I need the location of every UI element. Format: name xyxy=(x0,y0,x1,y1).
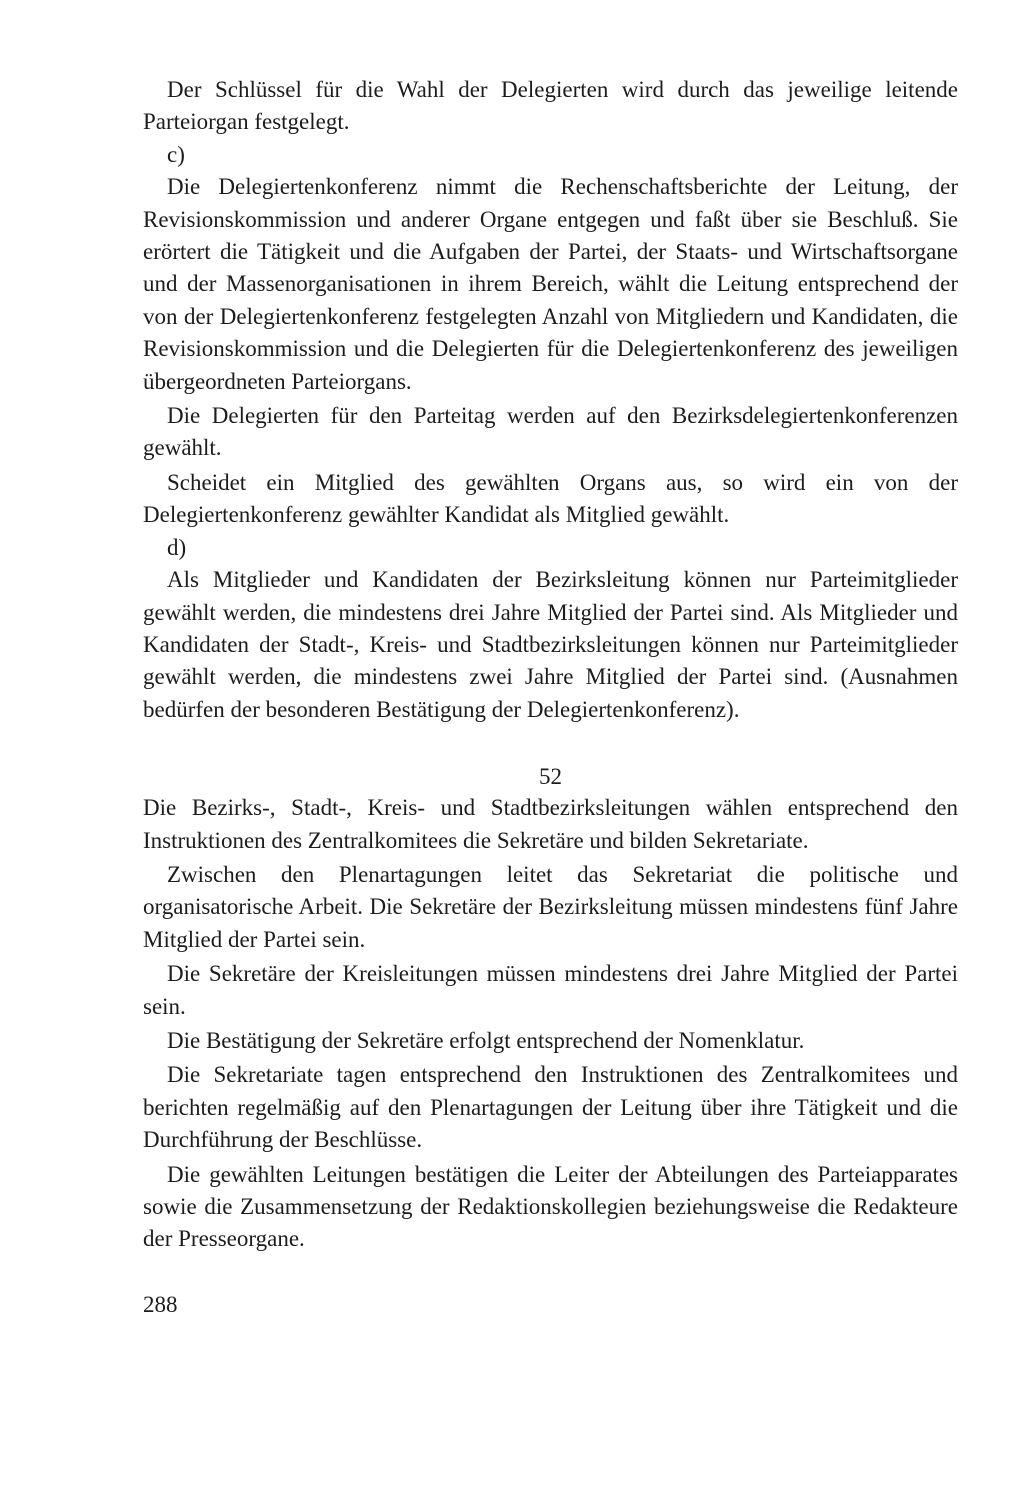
paragraph: Die gewählten Leitungen bestätigen die Leiter der Abteilungen des Parteiapparates sowie die Zusammensetzung der Redaktionskollegien beziehungsweise die Redakteure der Presseorgane. xyxy=(143,1161,958,1252)
subsection-label-c: c) xyxy=(167,141,185,167)
paragraph: Als Mitglieder und Kandidaten der Bezirksleitung können nur Parteimitglieder gewählt werden, die mindestens drei Jahre Mitglied der Partei sind. Als Mitglieder und Kandidaten der Stadt-, Kreis- und Stadtbezirksleitungen können nur Parteimitglieder gewählt werden, die mindestens zwei Jahre Mitglied der Partei sind. (Ausnahmen bedürfen der besonderen Bestätigung der Delegiertenkonferenz). xyxy=(143,567,958,722)
paragraph: Die Bezirks-, Stadt-, Kreis- und Stadtbezirksleitungen wählen entsprechend den Instruktionen des Zentralkomitees die Sekretäre und bilden Sekretariate. xyxy=(143,795,958,853)
page-body xyxy=(143,74,958,1256)
page-number: 288 xyxy=(143,1292,178,1317)
paragraph: Die Bestätigung der Sekretäre erfolgt entsprechend der Nomenklatur. xyxy=(167,1027,805,1053)
paragraph: Die Delegierten für den Parteitag werden auf den Bezirksdelegiertenkonferenzen gewählt. xyxy=(143,403,958,461)
bottom-text-block xyxy=(143,792,958,1256)
paragraph: Die Sekretariate tagen entsprechend den Instruktionen des Zentralkomitees und berichten regelmäßig auf den Plenartagungen der Leitung über ihre Tätigkeit und die Durchführung der Beschlüsse. xyxy=(143,1062,958,1153)
paragraph: Zwischen den Plenartagungen leitet das Sekretariat die politische und organisatorische Arbeit. Die Sekretäre der Bezirksleitung müssen mindestens fünf Jahre Mitglied der Partei sein. xyxy=(143,861,958,952)
section-number: 52 xyxy=(539,764,562,790)
top-text-block xyxy=(143,74,958,726)
paragraph: Scheidet ein Mitglied des gewählten Organs aus, so wird ein von der Delegiertenkonferenz gewählter Kandidat als Mitglied gewählt. xyxy=(143,469,958,528)
paragraph: Der Schlüssel für die Wahl der Delegierten wird durch das jeweilige leitende Parteiorgan festgelegt. xyxy=(143,77,958,135)
paragraph: Die Sekretäre der Kreisleitungen müssen mindestens drei Jahre Mitglied der Partei sein. xyxy=(143,961,958,1019)
paragraph: Die Delegiertenkonferenz nimmt die Rechenschaftsberichte der Leitung, der Revisionskommission und anderer Organe entgegen und faßt über sie Beschluß. Sie erörtert die Tätigkeit und die Aufgaben der Partei, der Staats- und Wirtschaftsorgane und der Massenorganisationen in ihrem Bereich, wählt die Leitung entsprechend der von der Delegiertenkonferenz festgelegten Anzahl von Mitgliedern und Kandidaten, die Revisionskommission und die Delegierten für die Delegiertenkonferenz des jeweiligen übergeordneten Parteiorgans. xyxy=(143,174,958,394)
subsection-label-d: d) xyxy=(167,534,187,560)
